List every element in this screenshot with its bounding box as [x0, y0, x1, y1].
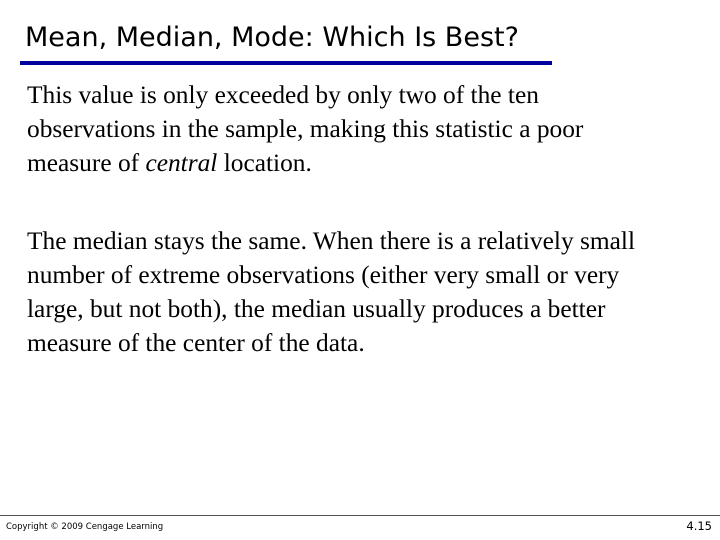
emphasized-word-central: central	[145, 149, 218, 177]
footer-divider	[0, 515, 720, 516]
paragraph-2-line-1: The median stays the same. When there is a relatively small	[27, 227, 635, 255]
copyright-notice: Copyright © 2009 Cengage Learning	[6, 522, 164, 532]
paragraph-1-line-1: This value is only exceeded by only two of the ten	[27, 81, 539, 109]
page-number: 4.15	[686, 519, 712, 533]
slide-title: Mean, Median, Mode: Which Is Best?	[25, 22, 519, 53]
paragraph-2-line-3: large, but not both), the median usually produces a better	[27, 295, 606, 323]
paragraph-median-explanation	[27, 224, 712, 360]
title-underline	[20, 61, 552, 65]
paragraph-2-line-4: measure of the center of the data.	[27, 329, 365, 357]
paragraph-2-line-2: number of extreme observations (either very small or very	[27, 261, 620, 289]
paragraph-mode-statement	[27, 78, 712, 180]
paragraph-1-line-2: observations in the sample, making this statistic a poor	[27, 115, 584, 143]
paragraph-1-line-3	[27, 146, 712, 180]
paragraph-1-line-3-before: measure of	[27, 149, 146, 177]
paragraph-1-line-3-after: location.	[217, 149, 312, 177]
